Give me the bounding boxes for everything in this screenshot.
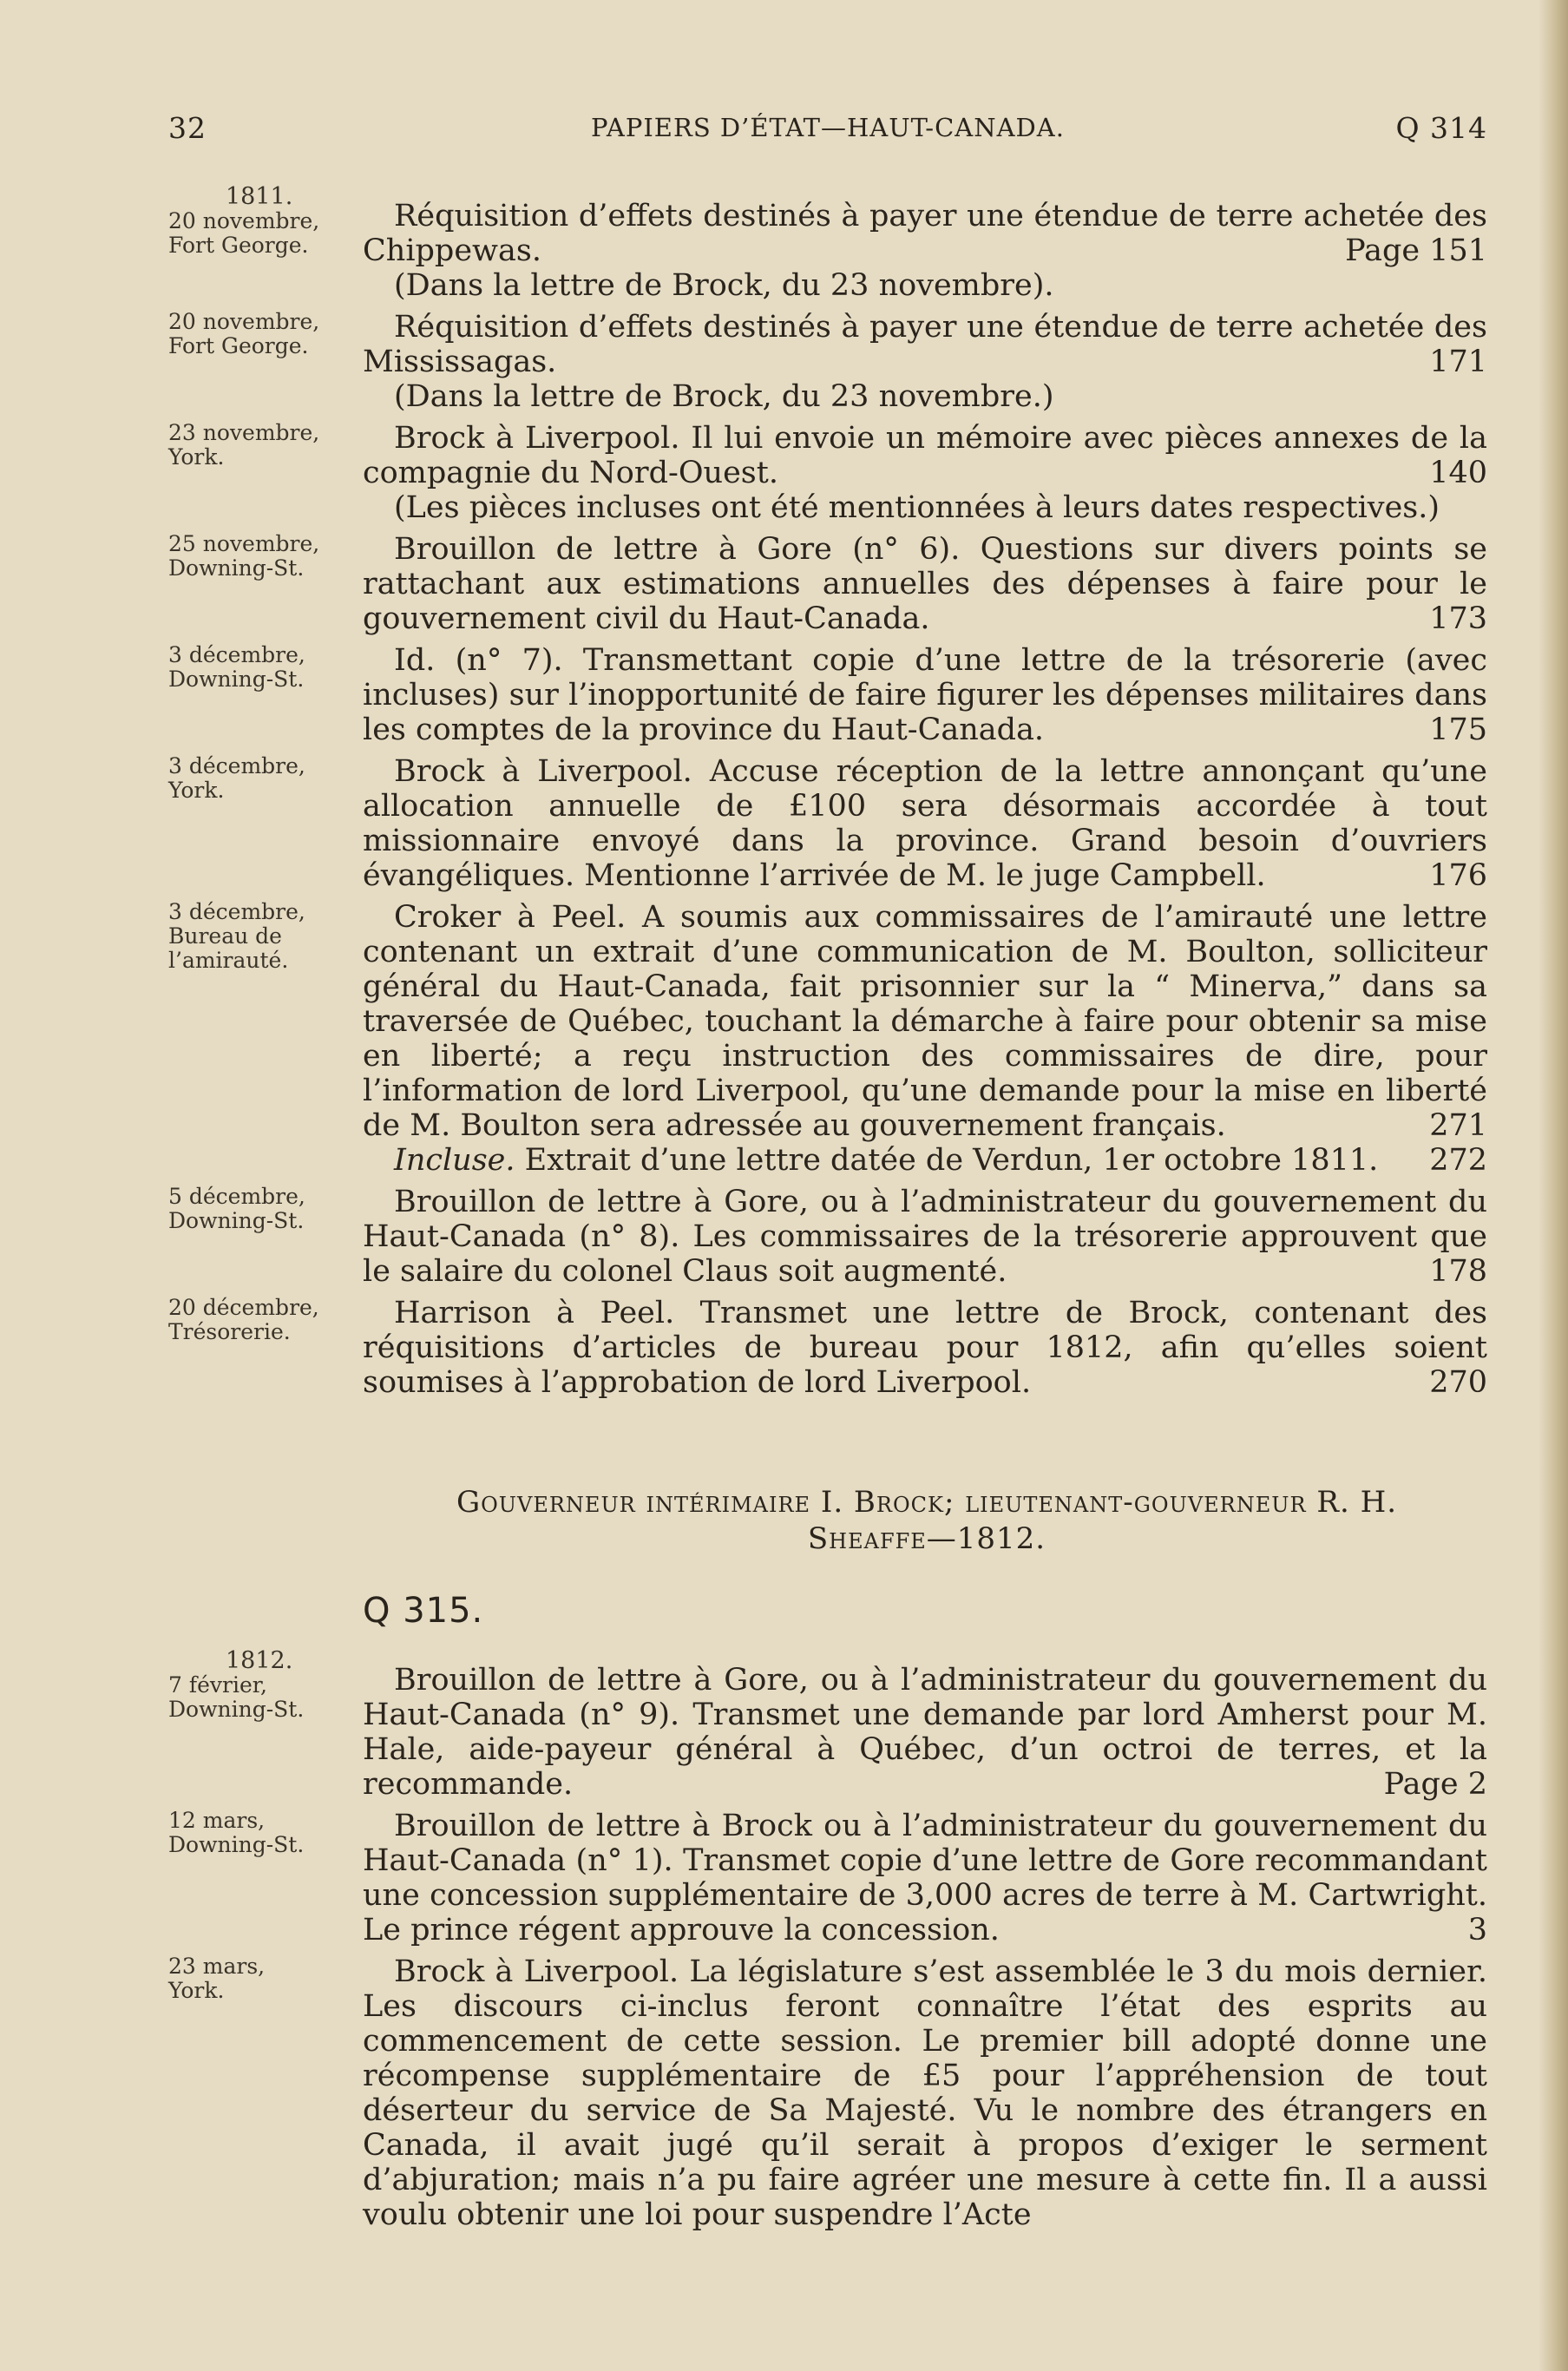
volume-heading: Q 315.: [363, 1591, 484, 1631]
entry-margin-date: [168, 1296, 342, 1344]
entry-margin-date: [168, 1809, 342, 1857]
entry-text: Brouillon de lettre à Gore, ou à l’administrateur du gouvernement du Haut-Canada (n° 8). Les commissaires de la trésorerie approuvent que le salaire du colonel Claus soit augmenté.: [363, 1185, 1487, 1289]
date-line: 20 novembre,: [168, 208, 320, 233]
entry-text: Réquisition d’effets destinés à payer une étendue de terre achetée des Chippewas.: [363, 199, 1487, 268]
entry-text: Brouillon de lettre à Gore (n° 6). Questions sur divers points se rattachant aux estimations annuelles des dépenses à faire pour le gouvernement civil du Haut-Canada.: [363, 532, 1487, 636]
place-line: Bureau de: [168, 923, 282, 949]
entry-note: (Dans la lettre de Brock, du 23 novembre).: [394, 268, 1054, 303]
page-reference: 140: [1429, 456, 1487, 490]
entry-margin-date: [168, 900, 342, 973]
page-reference: 271: [1429, 1108, 1487, 1143]
entry: [168, 1296, 1487, 1400]
entry: [168, 532, 1487, 636]
place-line: York.: [168, 444, 225, 470]
place-line: Downing-St.: [168, 1697, 305, 1722]
entry: [168, 1185, 1487, 1289]
place-line: Downing-St.: [168, 1832, 305, 1857]
entry-margin-date: [168, 643, 342, 692]
date-line: 20 novembre,: [168, 309, 320, 334]
entry-margin-date: [168, 310, 342, 358]
date-line: 20 décembre,: [168, 1295, 319, 1320]
entry: [168, 1649, 1487, 1802]
page-reference: 272: [1429, 1143, 1487, 1178]
entries-1812: [168, 1649, 1487, 2239]
entry-text: Brock à Liverpool. La législature s’est assemblée le 3 du mois dernier. Les discours ci-inclus feront connaître l’état des esprits au commencement de cette session. Le premier bill adopté donne une récompense supplémentaire de £5 pour l’appréhension de tout déserteur du service de Sa Majesté. Vu le nombre des étrangers en Canada, il avait jugé qu’il serait à propos d’exiger le serment d’abjuration; mais n’a pu faire agréer une mesure à cette fin. Il a aussi voulu obtenir une loi pour suspendre l’Acte: [363, 1954, 1487, 2232]
entry: [168, 1954, 1487, 2232]
date-line: 3 décembre,: [168, 753, 305, 778]
place-line: Fort George.: [168, 333, 309, 358]
year-label: 1811.: [226, 183, 293, 210]
page-reference: 3: [1467, 1913, 1487, 1947]
page-reference: 270: [1429, 1365, 1487, 1400]
entry-margin-date: [168, 421, 342, 470]
page-reference: Page 151: [1345, 233, 1487, 268]
page-reference: 171: [1429, 345, 1487, 379]
section-heading: [363, 1484, 1491, 1557]
place-line: Downing-St.: [168, 555, 305, 581]
section-heading-line: Gouverneur intérimaire I. Brock; lieutenant-gouverneur R. H.: [456, 1485, 1398, 1520]
running-head: [168, 111, 1487, 149]
page-reference: Page 2: [1383, 1767, 1487, 1802]
enclosure-text: Extrait d’une lettre datée de Verdun, 1er octobre 1811.: [524, 1143, 1379, 1178]
entry-text: Brouillon de lettre à Brock ou à l’administrateur du gouvernement du Haut-Canada (n° 1). Transmet copie d’une lettre de Gore recommandant une concession supplémentaire de 3,000 acres de terre à M. Cartwright. Le prince régent approuve la concession.: [363, 1809, 1487, 1947]
entry-note: (Les pièces incluses ont été mentionnées à leurs dates respectives.): [394, 490, 1440, 525]
entry: [168, 421, 1487, 525]
entry: [168, 1809, 1487, 1947]
page-title: PAPIERS D’ÉTAT—HAUT-CANADA.: [591, 113, 1065, 142]
section-heading-line: Sheaffe—1812.: [807, 1521, 1046, 1556]
page-reference: 176: [1429, 858, 1487, 893]
entry-margin-date: [168, 185, 342, 258]
entry-text: Brock à Liverpool. Accuse réception de la lettre annonçant qu’une allocation annuelle de £100 sera désormais accordée à tout missionnaire envoyé dans la province. Grand besoin d’ouvriers évangéliques. Mentionne l’arrivée de M. le juge Campbell.: [363, 754, 1487, 893]
page-edge: [1538, 0, 1568, 2371]
entries-1811: [168, 185, 1487, 1407]
place-line: York.: [168, 778, 225, 803]
date-line: 3 décembre,: [168, 642, 305, 667]
date-line: 23 novembre,: [168, 420, 320, 445]
entry: [168, 310, 1487, 414]
date-line: 3 décembre,: [168, 899, 305, 924]
page-number: 32: [168, 111, 207, 145]
date-line: 23 mars,: [168, 1954, 266, 1979]
page-reference: 173: [1429, 601, 1487, 636]
entry-text: Croker à Peel. A soumis aux commissaires de l’amirauté une lettre contenant un extrait d’une communication de M. Boulton, solliciteur général du Haut-Canada, fait prisonnier sur la “ Minerva,” dans sa traversée de Québec, touchant la démarche à faire pour obtenir sa mise en liberté; a reçu instruction des commissaires de dire, pour l’information de lord Liverpool, qu’une demande pour la mise en liberté de M. Boulton sera adressée au gouvernement français.: [363, 900, 1487, 1143]
entry-note: (Dans la lettre de Brock, du 23 novembre.): [394, 379, 1054, 414]
enclosure-label: Incluse.: [394, 1143, 515, 1178]
entry-text: Harrison à Peel. Transmet une lettre de Brock, contenant des réquisitions d’articles de bureau pour 1812, afin qu’elles soient soumises à l’approbation de lord Liverpool.: [363, 1296, 1487, 1400]
date-line: 12 mars,: [168, 1808, 266, 1833]
place-line: Trésorerie.: [168, 1319, 291, 1344]
place-line: Downing-St.: [168, 667, 305, 692]
volume-reference: Q 314: [1395, 111, 1487, 145]
date-line: 25 novembre,: [168, 531, 320, 556]
entry-text: Brouillon de lettre à Gore, ou à l’administrateur du gouvernement du Haut-Canada (n° 9). Transmet une demande par lord Amherst pour M. Hale, aide-payeur général à Québec, d’un octroi de terres, et la recommande.: [363, 1663, 1487, 1802]
entry: [168, 185, 1487, 303]
entry: [168, 754, 1487, 893]
entry-margin-date: [168, 1954, 342, 2003]
year-label: 1812.: [226, 1647, 293, 1674]
date-line: 7 février,: [168, 1672, 267, 1698]
place-line: York.: [168, 1978, 225, 2003]
entry-margin-date: [168, 1649, 342, 1722]
entry: [168, 900, 1487, 1178]
page-reference: 175: [1429, 713, 1487, 747]
date-line: 5 décembre,: [168, 1184, 305, 1209]
place-line: Fort George.: [168, 233, 309, 258]
entry-margin-date: [168, 532, 342, 581]
entry-text: Réquisition d’effets destinés à payer une étendue de terre achetée des Mississagas.: [363, 310, 1487, 379]
entry-margin-date: [168, 1185, 342, 1233]
entry-text: Brock à Liverpool. Il lui envoie un mémoire avec pièces annexes de la compagnie du Nord-Ouest.: [363, 421, 1487, 490]
entry: [168, 643, 1487, 747]
place-line: Downing-St.: [168, 1208, 305, 1233]
entry-text: Id. (n° 7). Transmettant copie d’une lettre de la trésorerie (avec incluses) sur l’inopportunité de faire figurer les dépenses militaires dans les comptes de la province du Haut-Canada.: [363, 643, 1487, 747]
page-reference: 178: [1429, 1254, 1487, 1289]
entry-margin-date: [168, 754, 342, 803]
place-line: l’amirauté.: [168, 948, 289, 973]
